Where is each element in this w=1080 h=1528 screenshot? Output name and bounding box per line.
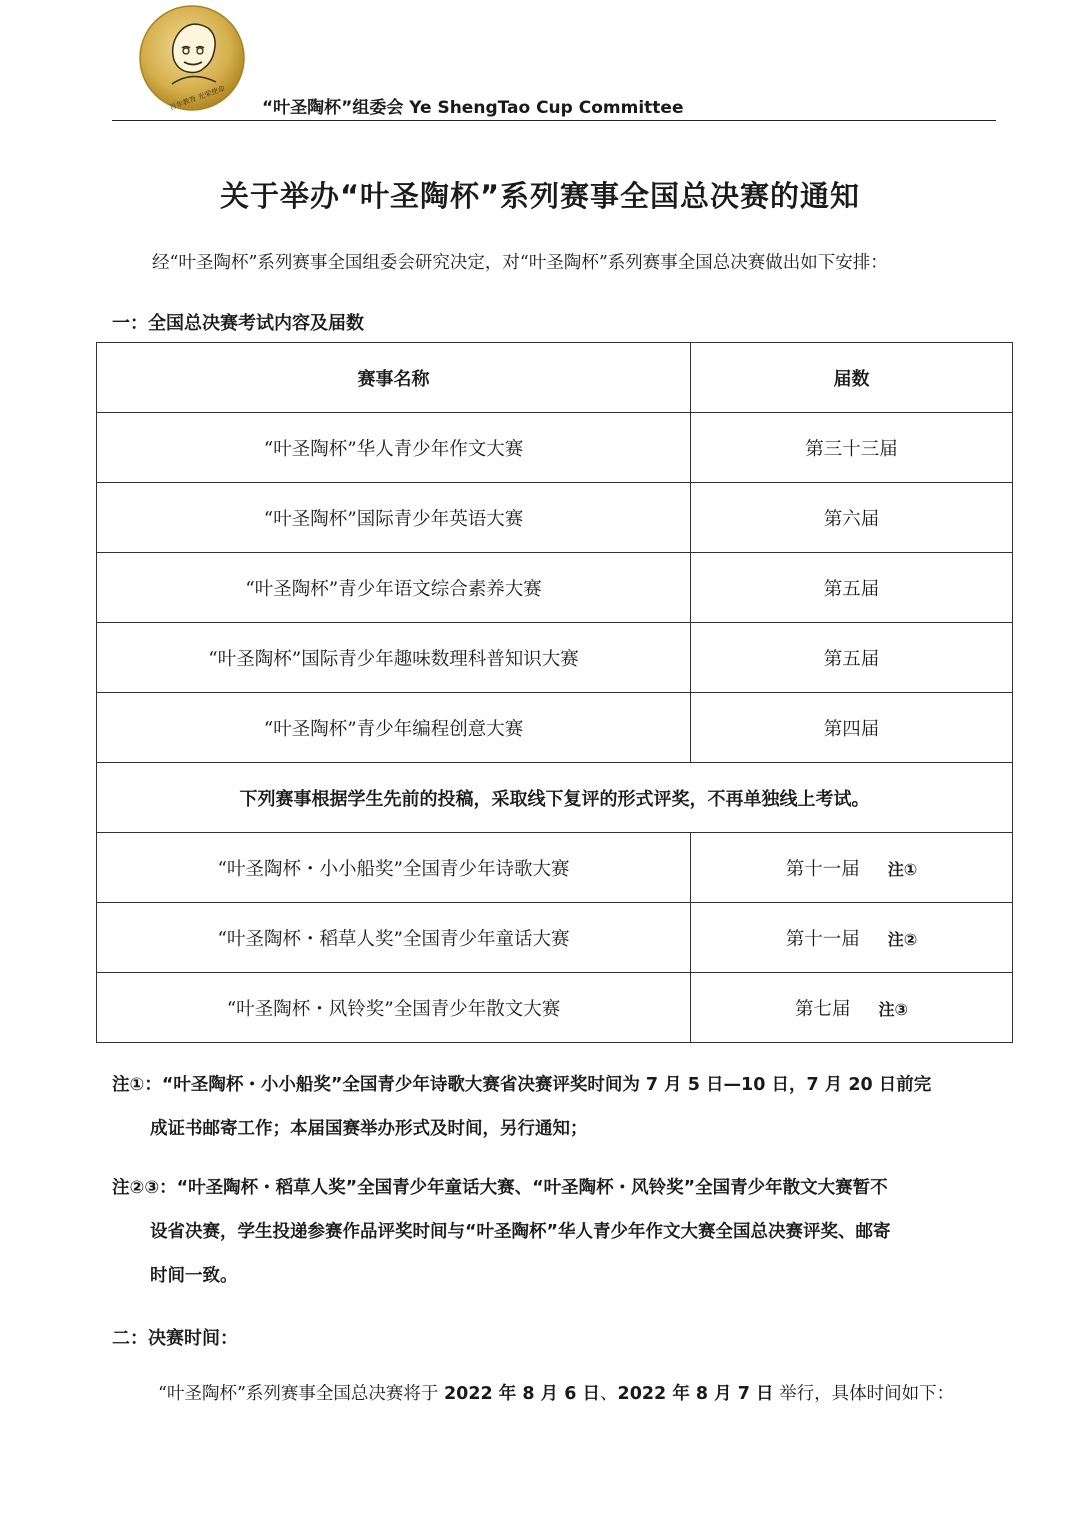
event-edition: 第七届 [794, 998, 851, 1020]
note-1-line-2: 成证书邮寄工作；本届国赛举办形式及时间，另行通知； [150, 1119, 588, 1139]
final-date-2: 2022 年 8 月 7 日 [617, 1384, 774, 1404]
table-row [97, 973, 1013, 1043]
table-row [97, 413, 1013, 483]
table-row [97, 693, 1013, 763]
event-edition: 第四届 [691, 693, 1013, 763]
final-time-paragraph [158, 1380, 954, 1405]
header-event-name: 赛事名称 [97, 343, 691, 413]
event-edition-cell [691, 833, 1013, 903]
section1-heading: 一：全国总决赛考试内容及届数 [112, 313, 364, 334]
event-edition: 第五届 [691, 553, 1013, 623]
event-name: “叶圣陶杯”青少年编程创意大赛 [97, 693, 691, 763]
event-name: “叶圣陶杯・稻草人奖”全国青少年童话大赛 [97, 903, 691, 973]
table-row [97, 553, 1013, 623]
table-row [97, 623, 1013, 693]
header-divider [112, 120, 996, 121]
table-header-row [97, 343, 1013, 413]
note-marker: 注② [887, 929, 918, 949]
event-edition: 第十一届 [785, 928, 860, 950]
note-1 [112, 1063, 1002, 1151]
event-edition-cell [691, 903, 1013, 973]
note-1-line-1: 注①：“叶圣陶杯・小小船奖”全国青少年诗歌大赛省决赛评奖时间为 7 月 5 日—10 日，7 月 20 日前完 [112, 1075, 932, 1095]
event-name: “叶圣陶杯・小小船奖”全国青少年诗歌大赛 [97, 833, 691, 903]
table-row [97, 833, 1013, 903]
date-separator: 、 [600, 1384, 618, 1404]
final-para-prefix: “叶圣陶杯”系列赛事全国总决赛将于 [158, 1384, 439, 1404]
note-2-3-line-2: 设省决赛，学生投递参赛作品评奖时间与“叶圣陶杯”华人青少年作文大赛全国总决赛评奖、邮寄 [150, 1222, 891, 1242]
event-name: “叶圣陶杯”国际青少年英语大赛 [97, 483, 691, 553]
note-marker: 注① [887, 859, 918, 879]
events-table [96, 342, 1013, 1043]
header-edition: 届数 [691, 343, 1013, 413]
svg-text:百年教育 光荣使命: 百年教育 光荣使命 [168, 84, 227, 112]
table-row [97, 903, 1013, 973]
note-marker: 注③ [878, 999, 909, 1019]
event-name: “叶圣陶杯”国际青少年趣味数理科普知识大赛 [97, 623, 691, 693]
event-edition: 第五届 [691, 623, 1013, 693]
event-edition: 第六届 [691, 483, 1013, 553]
committee-logo [138, 4, 246, 112]
note-2-3-line-1: 注②③：“叶圣陶杯・稻草人奖”全国青少年童话大赛、“叶圣陶杯・风铃奖”全国青少年散文大赛暂不 [112, 1178, 888, 1198]
event-name: “叶圣陶杯・风铃奖”全国青少年散文大赛 [97, 973, 691, 1043]
intro-paragraph: 经“叶圣陶杯”系列赛事全国组委会研究决定，对“叶圣陶杯”系列赛事全国总决赛做出如下安排： [152, 253, 888, 273]
section2-heading: 二：决赛时间： [112, 1328, 238, 1349]
offline-review-notice: 下列赛事根据学生先前的投稿，采取线下复评的形式评奖，不再单独线上考试。 [97, 763, 1013, 833]
event-edition-cell [691, 973, 1013, 1043]
table-row [97, 483, 1013, 553]
event-edition: 第三十三届 [691, 413, 1013, 483]
final-date-1: 2022 年 8 月 6 日 [443, 1384, 601, 1404]
header-committee-name: “叶圣陶杯”组委会 Ye ShengTao Cup Committee [262, 98, 684, 118]
note-2-3-line-3: 时间一致。 [150, 1266, 238, 1286]
event-name: “叶圣陶杯”华人青少年作文大赛 [97, 413, 691, 483]
page-title: 关于举办“叶圣陶杯”系列赛事全国总决赛的通知 [219, 179, 861, 213]
final-para-suffix: 举行，具体时间如下： [779, 1384, 955, 1404]
note-2-3 [112, 1166, 1002, 1298]
event-name: “叶圣陶杯”青少年语文综合素养大赛 [97, 553, 691, 623]
event-edition: 第十一届 [785, 858, 860, 880]
table-notice-row [97, 763, 1013, 833]
